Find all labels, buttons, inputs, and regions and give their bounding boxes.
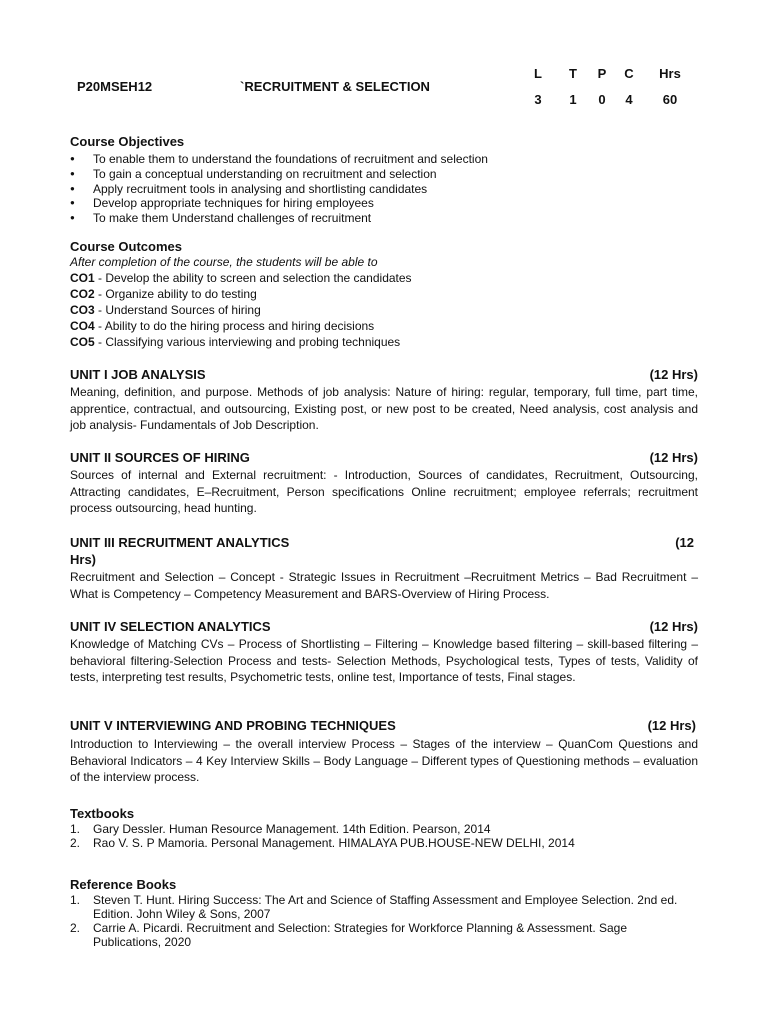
outcome-text: - Classifying various interviewing and probing techniques: [94, 335, 401, 349]
unit-title: UNIT II SOURCES OF HIRING: [70, 450, 250, 465]
outcome-item: [70, 335, 400, 349]
textbook-item: [70, 822, 698, 836]
outcome-text: - Develop the ability to screen and selection the candidates: [94, 271, 412, 285]
outcome-code: CO4: [70, 319, 95, 333]
course-code: P20MSEH12: [77, 79, 153, 94]
outcome-text: - Organize ability to do testing: [94, 287, 257, 301]
outcome-text: - Ability to do the hiring process and hiring decisions: [94, 319, 375, 333]
textbooks-title: Textbooks: [70, 806, 135, 821]
unit-4-heading: [70, 619, 698, 634]
ltpc-label-l: L: [534, 66, 542, 81]
outcome-item: [70, 271, 412, 285]
unit-4-body: Knowledge of Matching CVs – Process of Shortlisting – Filtering – Knowledge based filtering – skill-based filtering – behavioral filtering-Selection Process and tests- Selection Methods, Psychological tests, Types of tests, Validity of tests, interpreting test results, Psychometric tests, online test, Importance of tests, Final stages.: [70, 637, 698, 684]
objectives-title: Course Objectives: [70, 134, 185, 149]
item-number: 1.: [70, 893, 81, 907]
ltpc-value-t: 1: [569, 92, 577, 107]
outcome-text: - Understand Sources of hiring: [94, 303, 261, 317]
unit-1-heading: [70, 367, 698, 382]
unit-5-body: Introduction to Interviewing – the overall interview Process – Stages of the interview – QuanCom Questions and Behavioral Indicators – 4 Key Interview Skills – Body Language – Different types of Questioning methods – evaluation of the interview process.: [70, 737, 698, 784]
outcome-item: [70, 303, 261, 317]
ltpc-label-hrs: Hrs: [659, 66, 681, 81]
outcome-code: CO2: [70, 287, 95, 301]
item-text: Gary Dessler. Human Resource Management. 14th Edition. Pearson, 2014: [93, 822, 491, 836]
unit-hours: (12 Hrs): [649, 450, 698, 465]
outcome-code: CO5: [70, 335, 95, 349]
unit-2-body: Sources of internal and External recruitment: - Introduction, Sources of candidates, Recruitment, Outsourcing, Attracting candidates, E–Recruitment, Person specifications Online recruitment; employee referrals; recruitment process outsourcing, head hunting.: [70, 468, 698, 515]
ltpc-value-hrs: 60: [662, 92, 678, 107]
outcome-item: [70, 287, 257, 301]
unit-title: UNIT I JOB ANALYSIS: [70, 367, 206, 382]
outcome-code: CO1: [70, 271, 95, 285]
outcome-item: [70, 319, 374, 333]
objective-item: ● To gain a conceptual understanding on recruitment and selection: [70, 167, 488, 182]
unit-3-heading: [70, 535, 694, 550]
unit-5-heading: [70, 718, 696, 733]
reference-item: [70, 921, 698, 949]
unit-hours: (12 Hrs): [649, 367, 698, 382]
objectives-list: [70, 152, 488, 226]
ltpc-label-p: P: [597, 66, 607, 81]
objective-item: ● Apply recruitment tools in analysing and shortlisting candidates: [70, 182, 488, 197]
objective-item: ● Develop appropriate techniques for hiring employees: [70, 196, 488, 211]
unit-hours: (12 Hrs): [647, 718, 696, 733]
unit-hours: (12 Hrs): [649, 619, 698, 634]
item-number: 2.: [70, 921, 81, 935]
unit-title: UNIT V INTERVIEWING AND PROBING TECHNIQUES: [70, 718, 396, 733]
textbooks-list: [70, 822, 698, 850]
unit-title: UNIT IV SELECTION ANALYTICS: [70, 619, 271, 634]
textbook-item: [70, 836, 698, 850]
objective-item: ● To enable them to understand the foundations of recruitment and selection: [70, 152, 488, 167]
ltpc-label-c: C: [624, 66, 634, 81]
outcomes-title: Course Outcomes: [70, 239, 182, 254]
objective-item: ● To make them Understand challenges of recruitment: [70, 211, 488, 226]
unit-3-body: Recruitment and Selection – Concept - Strategic Issues in Recruitment –Recruitment Metrics – Bad Recruitment – What is Competency – Competency Measurement and BARS-Overview of Hiring Process.: [70, 570, 698, 601]
references-list: [70, 893, 698, 949]
item-text: Carrie A. Picardi. Recruitment and Selection: Strategies for Workforce Planning & Assessment. Sage Publications, 2020: [93, 921, 628, 949]
course-title: `RECRUITMENT & SELECTION: [240, 79, 430, 94]
item-text: Steven T. Hunt. Hiring Success: The Art and Science of Staffing Assessment and Employee Selection. 2nd ed. Edition. John Wiley & Sons, 2007: [93, 893, 678, 921]
item-number: 1.: [70, 822, 81, 836]
ltpc-value-c: 4: [625, 92, 633, 107]
unit-2-heading: [70, 450, 698, 465]
ltpc-value-l: 3: [534, 92, 542, 107]
unit-title: UNIT III RECRUITMENT ANALYTICS: [70, 535, 290, 550]
unit-hours: (12: [675, 535, 694, 550]
reference-item: [70, 893, 698, 921]
item-text: Rao V. S. P Mamoria. Personal Management. HIMALAYA PUB.HOUSE-NEW DELHI, 2014: [93, 836, 575, 850]
outcomes-intro: After completion of the course, the students will be able to: [70, 255, 378, 269]
outcome-code: CO3: [70, 303, 95, 317]
ltpc-value-p: 0: [598, 92, 606, 107]
ltpc-label-t: T: [569, 66, 577, 81]
item-number: 2.: [70, 836, 81, 850]
unit-1-body: Meaning, definition, and purpose. Methods of job analysis: Nature of hiring: regular, temporary, full time, part time, apprentice, contractual, and outsourcing, Existing post, or new post to be created, Need analysis, cost analysis and job analysis- Fundamentals of Job Description.: [70, 385, 698, 432]
unit-3-hours-wrap: Hrs): [70, 552, 97, 567]
references-title: Reference Books: [70, 877, 177, 892]
